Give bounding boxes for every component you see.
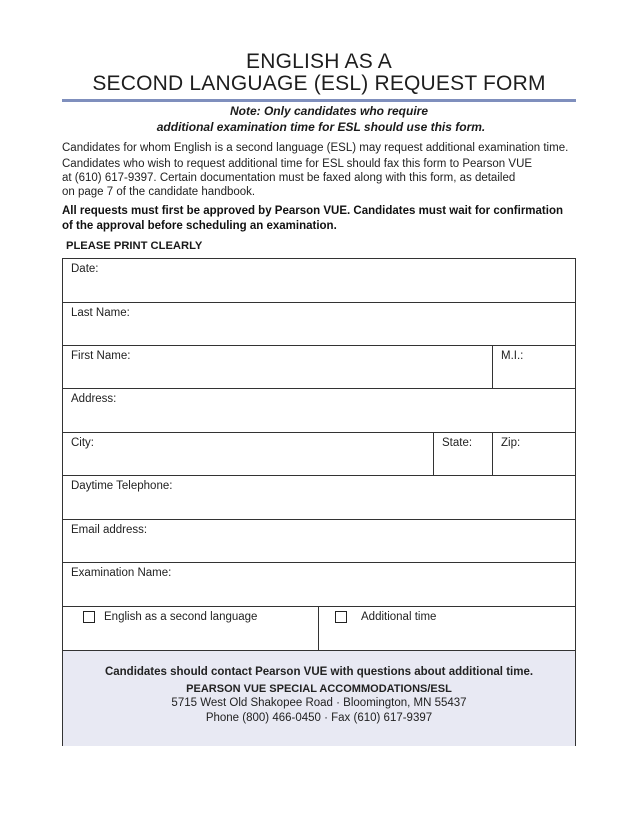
title-divider (62, 99, 576, 102)
city-label: City: (71, 437, 94, 449)
footer-address: 5715 West Old Shakopee Road · Bloomington, MN 55437 (171, 697, 467, 709)
date-label: Date: (71, 263, 99, 275)
city-field[interactable] (63, 433, 433, 476)
state-label: State: (442, 437, 473, 449)
additional-time-option[interactable] (319, 607, 575, 651)
footer-phone-fax: Phone (800) 466-0450 · Fax (610) 617-9397 (205, 712, 433, 724)
intro-line-4: on page 7 of the candidate handbook. (62, 186, 256, 198)
address-field[interactable] (63, 388, 575, 433)
last-name-label: Last Name: (71, 307, 130, 319)
state-field[interactable] (434, 433, 492, 476)
form-title-line-2: SECOND LANGUAGE (ESL) REQUEST FORM (92, 72, 546, 95)
intro-line-1: Candidates for whom English is a second language (ESL) may request additional examination time. (62, 142, 569, 154)
footer-department: PEARSON VUE SPECIAL ACCOMMODATIONS/ESL (186, 683, 452, 695)
middle-initial-label: M.I.: (501, 350, 524, 362)
zip-label: Zip: (501, 437, 521, 449)
middle-initial-field[interactable] (493, 346, 575, 389)
telephone-field[interactable] (63, 475, 575, 520)
note-line-1: Note: Only candidates who require (229, 104, 429, 118)
esl-option-label: English as a second language (104, 611, 258, 623)
print-clearly-label: PLEASE PRINT CLEARLY (66, 240, 203, 252)
form-title-line-1: ENGLISH AS A (246, 50, 392, 73)
contact-footer (63, 650, 575, 746)
intro-line-2: Candidates who wish to request additional time for ESL should fax this form to Pearson VUE (62, 158, 533, 170)
approval-line-1: All requests must first be approved by Pearson VUE. Candidates must wait for confirmation (62, 205, 563, 217)
exam-name-field[interactable] (63, 562, 575, 607)
date-field[interactable] (63, 259, 575, 302)
esl-checkbox[interactable] (83, 611, 95, 623)
additional-time-checkbox[interactable] (335, 611, 347, 623)
first-name-field[interactable] (63, 346, 492, 389)
telephone-label: Daytime Telephone: (71, 480, 173, 492)
additional-time-label: Additional time (361, 611, 437, 623)
note-line-2: additional examination time for ESL should use this form. (156, 120, 486, 134)
intro-line-3: at (610) 617-9397. Certain documentation must be faxed along with this form, as detailed (62, 172, 516, 184)
approval-line-2: of the approval before scheduling an examination. (62, 220, 337, 232)
address-label: Address: (71, 393, 117, 405)
first-name-row (63, 345, 575, 389)
email-field[interactable] (63, 519, 575, 563)
request-form (62, 258, 576, 746)
zip-field[interactable] (493, 433, 575, 476)
options-row (63, 606, 575, 651)
footer-contact-note: Candidates should contact Pearson VUE with questions about additional time. (104, 666, 534, 678)
city-row (63, 432, 575, 476)
first-name-label: First Name: (71, 350, 131, 362)
last-name-field[interactable] (63, 302, 575, 346)
email-label: Email address: (71, 524, 148, 536)
esl-option[interactable] (63, 607, 318, 651)
exam-name-label: Examination Name: (71, 567, 172, 579)
